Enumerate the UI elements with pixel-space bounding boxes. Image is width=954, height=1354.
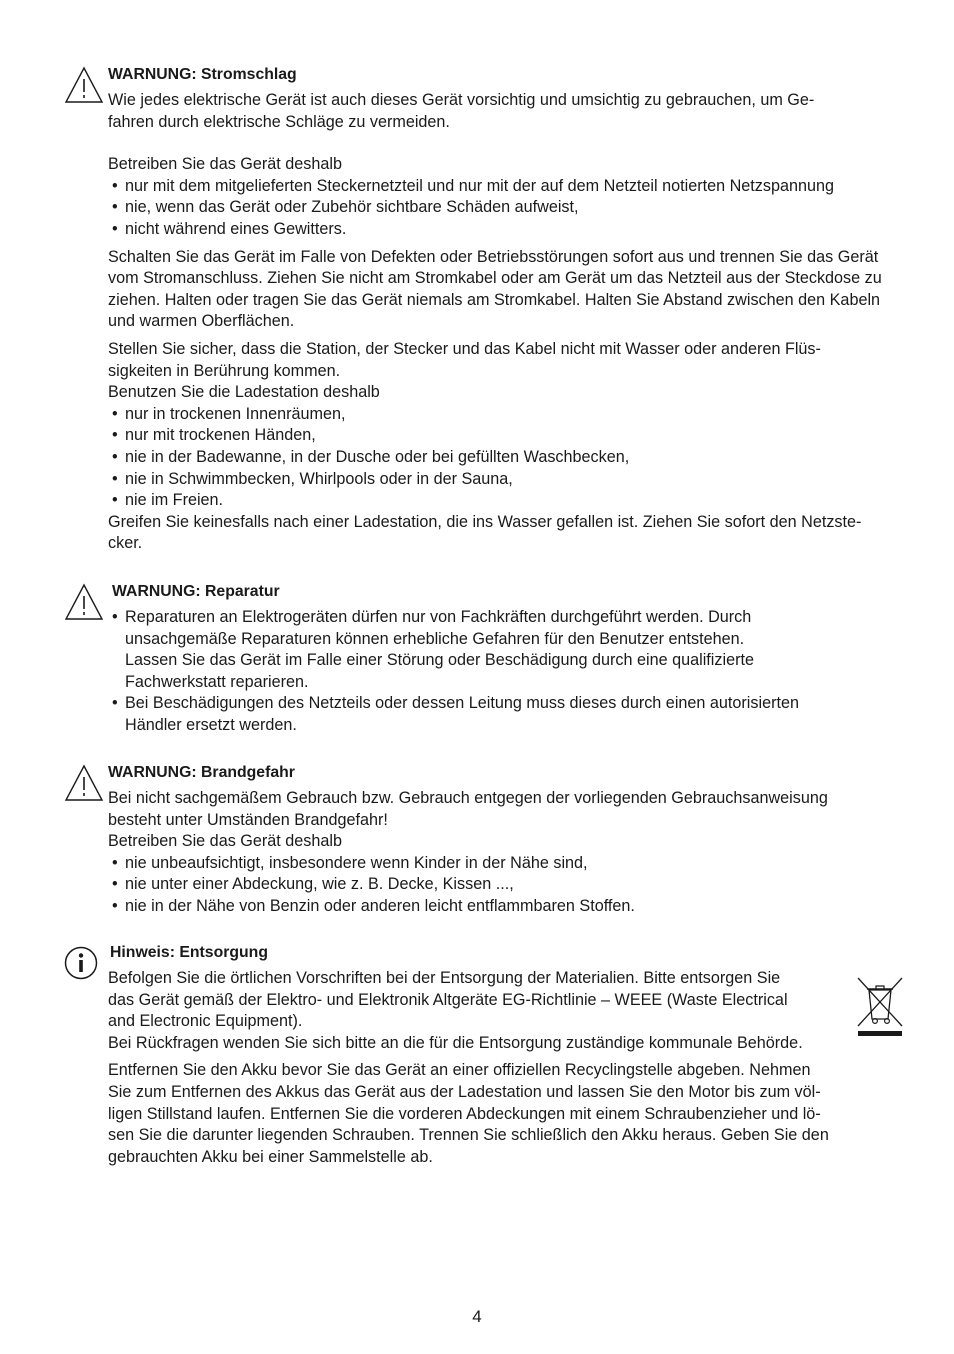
weee-block [108, 968, 898, 1033]
reparatur-content [112, 581, 902, 737]
entsorgung-paragraph-2: Bei Rückfragen wenden Sie sich bitte an die für die Entsorgung zuständige kommunale Behörde. [108, 1033, 803, 1052]
stromschlag-paragraph-3: Stellen Sie sicher, dass die Station, der Stecker und das Kabel nicht mit Wasser oder anderen Flüs- sigkeiten in Berührung kommen. [108, 339, 821, 380]
list-item: • nie unbeaufsichtigt, insbesondere wenn Kinder in der Nähe sind, [108, 853, 898, 875]
stromschlag-lead-2: Benutzen Sie die Ladestation deshalb [108, 383, 380, 402]
entsorgung-content [108, 942, 898, 1168]
brandgefahr-heading: WARNUNG: Brandgefahr [108, 764, 295, 781]
reparatur-bullet-list [108, 607, 902, 737]
crossed-out-wheelie-bin-icon [856, 976, 904, 1038]
brandgefahr-lead: Betreiben Sie das Gerät deshalb [108, 832, 342, 851]
warning-triangle-icon [64, 583, 104, 621]
list-item: • nur mit trockenen Händen, [108, 425, 898, 447]
stromschlag-bullet-list-1 [108, 176, 898, 241]
list-item: • nie in der Badewanne, in der Dusche oder bei gefüllten Waschbecken, [108, 447, 898, 469]
warning-triangle-icon [64, 66, 104, 104]
list-item: • nur in trockenen Innenräumen, [108, 404, 898, 426]
list-item: • Reparaturen an Elektrogeräten dürfen nur von Fachkräften durchgeführt werden. Durch unsachgemäße Reparaturen können erhebliche Gefahren für den Benutzer entstehen. Lassen Sie das Gerät im Falle einer Störung oder Beschädigung durch eine qualifizierte Fachwerkstatt reparieren. [108, 607, 902, 693]
stromschlag-heading: WARNUNG: Stromschlag [108, 66, 297, 83]
entsorgung-paragraph-3: Entfernen Sie den Akku bevor Sie das Gerät an einer offiziellen Recyclingstelle abgeben. Nehmen Sie zum Entfernen des Akkus das Gerät aus der Ladestation und lassen Sie den Motor bis zum völ- ligen Stillstand laufen. Entfernen Sie die vorderen Abdeckungen mit einem Schraubenzieher und lö- sen Sie die darunter liegenden Schrauben. Trennen Sie schließlich den Akku heraus. Geben Sie den gebrauchten Akku bei einer Sammelstelle ab. [108, 1061, 829, 1166]
stromschlag-lead-1: Betreiben Sie das Gerät deshalb [108, 155, 342, 174]
list-item: • nie im Freien. [108, 490, 898, 512]
list-item: • Bei Beschädigungen des Netzteils oder dessen Leitung muss dieses durch einen autorisierten Händler ersetzt werden. [108, 693, 902, 736]
brandgefahr-content [108, 762, 898, 918]
entsorgung-heading: Hinweis: Entsorgung [110, 944, 268, 961]
list-item: • nie unter einer Abdeckung, wie z. B. Decke, Kissen ..., [108, 874, 898, 896]
warning-triangle-icon [64, 764, 104, 802]
reparatur-heading: WARNUNG: Reparatur [112, 583, 280, 600]
info-circle-icon [64, 946, 98, 980]
list-item: • nur mit dem mitgelieferten Steckernetzteil und nur mit der auf dem Netzteil notierten Netzspannung [108, 176, 898, 198]
stromschlag-paragraph-4: Greifen Sie keinesfalls nach einer Ladestation, die ins Wasser gefallen ist. Ziehen Sie sofort den Netzste- cker. [108, 512, 862, 553]
list-item: • nicht während eines Gewitters. [108, 219, 898, 241]
stromschlag-bullet-list-2 [108, 404, 898, 512]
stromschlag-intro: Wie jedes elektrische Gerät ist auch dieses Gerät vorsichtig und umsichtig zu gebrauchen, um Ge- fahren durch elektrische Schläge zu vermeiden. [108, 91, 815, 131]
entsorgung-paragraph-1: Befolgen Sie die örtlichen Vorschriften bei der Entsorgung der Materialien. Bitte entsorgen Sie das Gerät gemäß der Elektro- und Elektronik Altgeräte EG-Richtlinie – WEEE (Waste Electrical and Electronic Equipment). [108, 969, 788, 1031]
stromschlag-content [108, 64, 898, 555]
stromschlag-paragraph-2: Schalten Sie das Gerät im Falle von Defekten oder Betriebsstörungen sofort aus und trennen Sie das Gerät vom Stromanschluss. Ziehen Sie nicht am Stromkabel oder am Gerät um das Netzteil aus der Steckdose zu ziehen. Halten oder tragen Sie das Gerät niemals am Stromkabel. Halten Sie Abstand zwischen den Kabeln und warmen Oberflächen. [108, 247, 882, 331]
brandgefahr-bullet-list [108, 853, 898, 918]
page-number: 4 [472, 1307, 482, 1326]
list-item: • nie in Schwimmbecken, Whirlpools oder in der Sauna, [108, 469, 898, 491]
brandgefahr-intro: Bei nicht sachgemäßem Gebrauch bzw. Gebrauch entgegen der vorliegenden Gebrauchsanweisung besteht unter Umständen Brandgefahr! [108, 789, 828, 829]
list-item: • nie, wenn das Gerät oder Zubehör sichtbare Schäden aufweist, [108, 197, 898, 219]
list-item: • nie in der Nähe von Benzin oder anderen leicht entflammbaren Stoffen. [108, 896, 898, 918]
